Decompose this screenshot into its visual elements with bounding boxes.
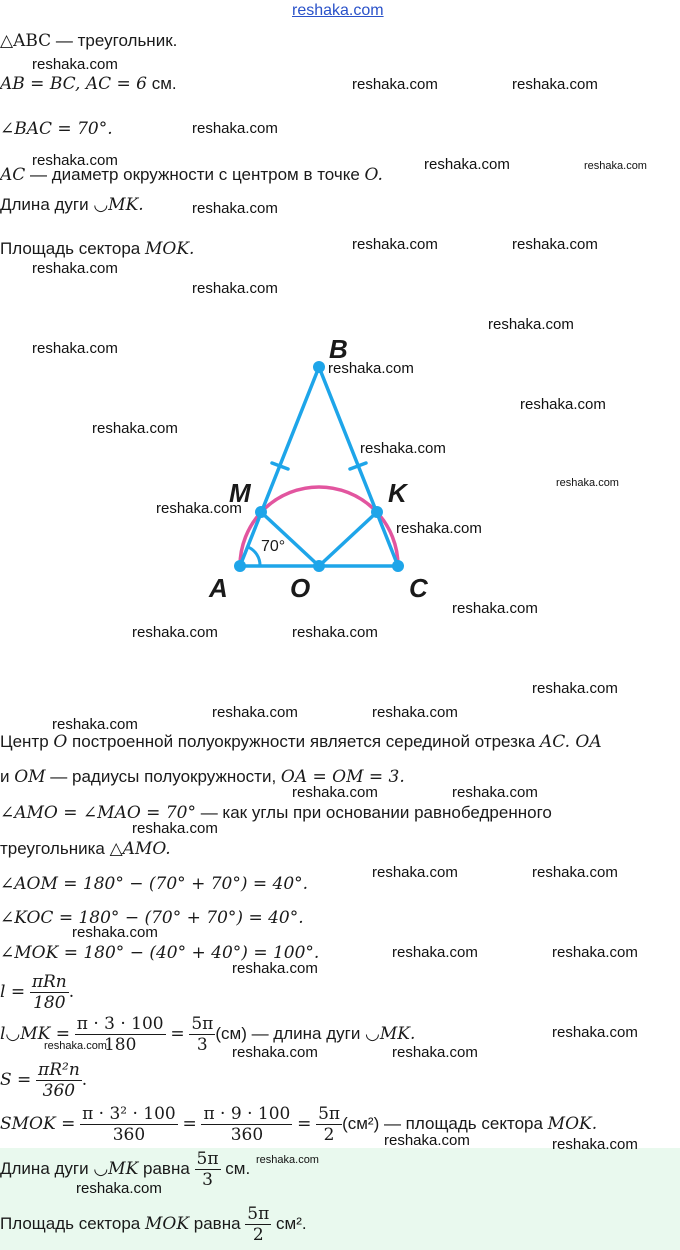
watermark: reshaka.com bbox=[76, 1180, 162, 1197]
watermark: reshaka.com bbox=[192, 120, 278, 137]
watermark: reshaka.com bbox=[52, 716, 138, 733]
watermark: reshaka.com bbox=[92, 420, 178, 437]
given-line-4: AC — диаметр окружности с центром в точке O. bbox=[0, 165, 383, 185]
watermark: reshaka.com bbox=[392, 1044, 478, 1061]
watermark: reshaka.com bbox=[512, 76, 598, 93]
given-line-1: △ABC — треугольник. bbox=[0, 31, 178, 51]
watermark: reshaka.com bbox=[32, 152, 118, 169]
label-o: O bbox=[290, 573, 311, 603]
point-c bbox=[392, 560, 404, 572]
given-line-5: Длина дуги ◡MK. bbox=[0, 195, 144, 215]
watermark: reshaka.com bbox=[372, 704, 458, 721]
angle-a-arc bbox=[248, 547, 260, 566]
watermark: reshaka.com bbox=[232, 1044, 318, 1061]
watermark: reshaka.com bbox=[32, 340, 118, 357]
watermark: reshaka.com bbox=[44, 1040, 107, 1052]
watermark: reshaka.com bbox=[452, 784, 538, 801]
radius-ok bbox=[319, 512, 377, 566]
watermark: reshaka.com bbox=[552, 1024, 638, 1041]
watermark: reshaka.com bbox=[192, 280, 278, 297]
given-line-2: AB = BC, AC = 6 см. bbox=[0, 74, 177, 94]
angle-label: 70° bbox=[261, 538, 286, 555]
answer-line-1: Длина дуги ◡MK равна $\frac{5\pi}{3}$ см. bbox=[0, 1149, 251, 1190]
solution-line-3: ∠AMO = ∠MAO = 70° — как углы при основании равнобедренного bbox=[0, 803, 552, 823]
watermark: reshaka.com bbox=[32, 56, 118, 73]
watermark: reshaka.com bbox=[384, 1132, 470, 1149]
watermark: reshaka.com bbox=[372, 864, 458, 881]
point-b bbox=[313, 361, 325, 373]
formula-arc-mk: l◡MK = $\frac{\pi \cdot 3 \cdot 100}{180}$ = $\frac{5\pi}{3}$ (см) — длина дуги ◡MK. bbox=[0, 1014, 416, 1055]
watermark: reshaka.com bbox=[328, 360, 414, 377]
watermark: reshaka.com bbox=[292, 784, 378, 801]
watermark: reshaka.com bbox=[156, 500, 242, 517]
point-m bbox=[255, 506, 267, 518]
watermark: reshaka.com bbox=[556, 477, 619, 489]
watermark: reshaka.com bbox=[256, 1154, 319, 1166]
formula-arc-length: l = $\frac{\text{πRn}}{180}$ . bbox=[0, 972, 75, 1013]
watermark: reshaka.com bbox=[452, 600, 538, 617]
point-k bbox=[371, 506, 383, 518]
label-a: A bbox=[209, 573, 228, 603]
watermark: reshaka.com bbox=[392, 944, 478, 961]
watermark: reshaka.com bbox=[532, 864, 618, 881]
watermark: reshaka.com bbox=[360, 440, 446, 457]
watermark: reshaka.com bbox=[132, 820, 218, 837]
watermark: reshaka.com bbox=[396, 520, 482, 537]
solution-line-1: Центр O построенной полуокружности является серединой отрезка AC. OA bbox=[0, 732, 602, 752]
watermark: reshaka.com bbox=[552, 944, 638, 961]
point-o bbox=[313, 560, 325, 572]
watermark: reshaka.com bbox=[32, 260, 118, 277]
watermark: reshaka.com bbox=[232, 960, 318, 977]
solution-line-6: ∠KOC = 180° − (70° + 70°) = 40°. bbox=[0, 908, 304, 928]
given-line-3: ∠BAC = 70°. bbox=[0, 119, 113, 139]
watermark: reshaka.com bbox=[212, 704, 298, 721]
label-c: C bbox=[409, 573, 428, 603]
solution-line-7: ∠MOK = 180° − (40° + 40°) = 100°. bbox=[0, 943, 320, 963]
watermark: reshaka.com bbox=[552, 1136, 638, 1153]
watermark: reshaka.com bbox=[512, 236, 598, 253]
watermark: reshaka.com bbox=[192, 200, 278, 217]
solution-line-4: треугольника △AMO. bbox=[0, 839, 171, 859]
watermark: reshaka.com bbox=[584, 160, 647, 172]
watermark: reshaka.com bbox=[532, 680, 618, 697]
solution-line-2: и OM — радиусы полуокружности, OA = OM = 3. bbox=[0, 767, 405, 787]
watermark: reshaka.com bbox=[424, 156, 510, 173]
solution-line-5: ∠AOM = 180° − (70° + 70°) = 40°. bbox=[0, 874, 309, 894]
answer-line-2: Площадь сектора MOK равна $\frac{5\pi}{2}$ см². bbox=[0, 1204, 307, 1245]
watermark: reshaka.com bbox=[352, 76, 438, 93]
formula-sector-mok: SMOK = $\frac{\text{π · 3² · 100}}{360}$ = $\frac{\pi \cdot 9 \cdot 100}{360}$ = $\frac{5\pi}{2}$ (см²) — площадь сектора MOK. bbox=[0, 1104, 598, 1145]
watermark: reshaka.com bbox=[292, 624, 378, 641]
site-link[interactable]: reshaka.com bbox=[292, 2, 384, 19]
watermark: reshaka.com bbox=[488, 316, 574, 333]
watermark: reshaka.com bbox=[132, 624, 218, 641]
given-line-6: Площадь сектора MOK. bbox=[0, 239, 195, 259]
label-b: B bbox=[329, 334, 348, 364]
label-k: K bbox=[388, 478, 407, 508]
label-m: M bbox=[229, 478, 251, 508]
watermark: reshaka.com bbox=[72, 924, 158, 941]
watermark: reshaka.com bbox=[352, 236, 438, 253]
formula-sector-area: S = $\frac{\text{πR²n}}{360}$ . bbox=[0, 1060, 88, 1101]
point-a bbox=[234, 560, 246, 572]
watermark: reshaka.com bbox=[520, 396, 606, 413]
